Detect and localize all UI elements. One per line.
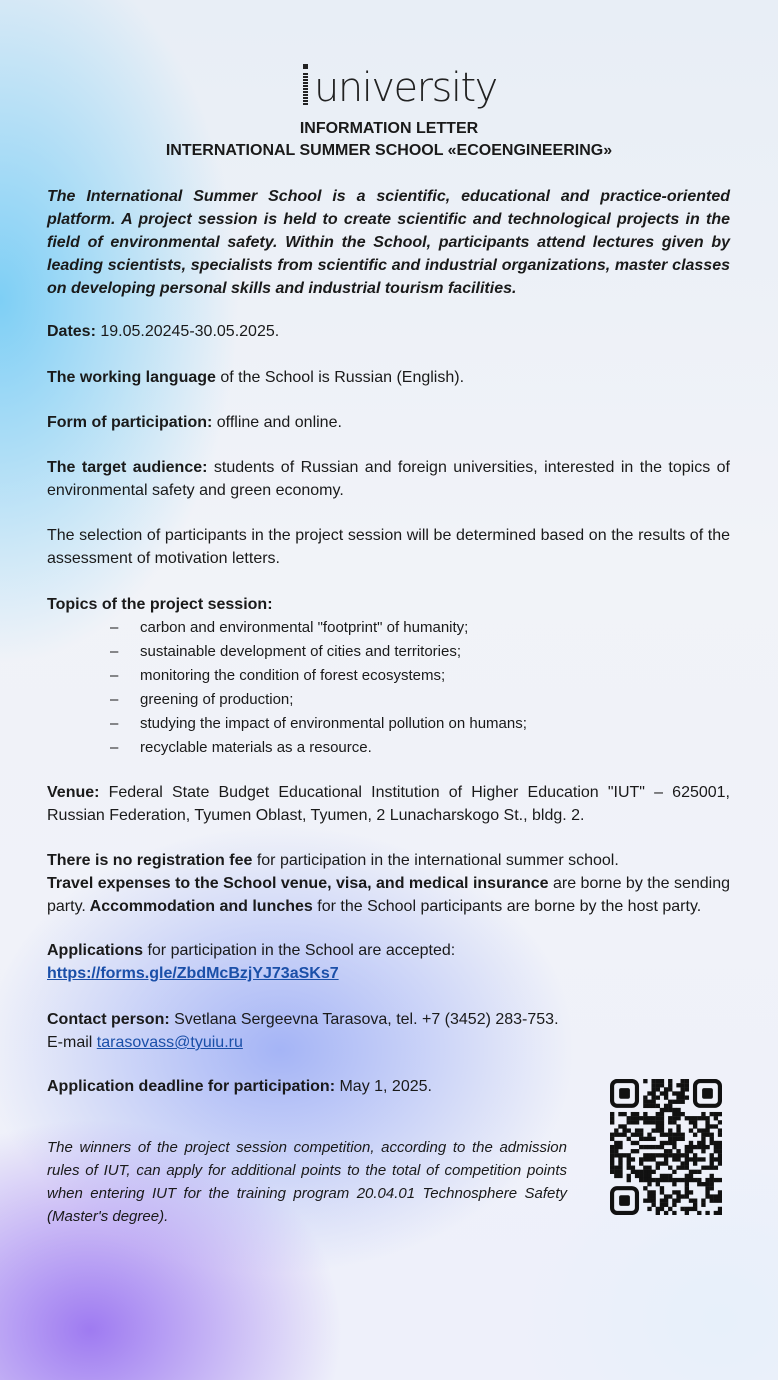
deadline-value: May 1, 2025. [335, 1078, 432, 1095]
form-label: Form of participation: [47, 414, 213, 431]
audience-label: The target audience: [47, 459, 208, 476]
language-line [47, 366, 730, 389]
audience-value: students of Russian and foreign universities, interested in the topics of environmental safety and green economy. [47, 459, 730, 499]
contact-label: Contact person: [47, 1011, 170, 1028]
venue-value: Federal State Budget Educational Institution of Higher Education "IUT" – 625001, Russian Federation, Tyumen Oblast, Tyumen, 2 Lunacharskogo St., bldg. 2. [47, 784, 730, 824]
topics-heading [47, 593, 730, 616]
language-label: The working language [47, 369, 216, 386]
list-item: – studying the impact of environmental pollution on humans; [110, 712, 527, 736]
intro-paragraph: The International Summer School is a scientific, educational and practice-oriented platform. A project session is held to create scientific and technological projects in the field of environmental safety. Within the School, participants attend lectures given by leading scientists, specialists from scientific and industrial organizations, master classes on developing personal skills and industrial tourism facilities. [47, 188, 730, 297]
topics-list [110, 616, 527, 760]
form-line [47, 411, 730, 434]
applications-label: Applications [47, 942, 144, 959]
selection-paragraph: The selection of participants in the project session will be determined based on the results of the assessment of motivation letters. [47, 527, 730, 567]
fees-paragraph [47, 849, 730, 918]
registration-fee-label: There is no registration fee [47, 852, 253, 869]
venue-paragraph [47, 781, 730, 827]
applications-value: for participation in the School are accepted: [143, 942, 456, 959]
contact-paragraph [47, 1008, 730, 1054]
list-item: – carbon and environmental "footprint" of humanity; [110, 616, 527, 640]
dates-label: Dates: [47, 323, 96, 340]
email-label: E-mail [47, 1034, 97, 1051]
applications-paragraph [47, 939, 730, 985]
dates-line [47, 320, 730, 343]
list-item: – monitoring the condition of forest ecosystems; [110, 664, 527, 688]
qr-code-icon [610, 1079, 722, 1215]
topics-label: Topics of the project session: [47, 596, 273, 613]
registration-fee-value: for participation in the international summer school. [252, 852, 619, 869]
email-link[interactable]: tarasovass@tyuiu.ru [96, 1034, 243, 1051]
language-value: of the School is Russian (English). [215, 369, 465, 386]
school-title: INTERNATIONAL SUMMER SCHOOL «ECOENGINEERING» [165, 142, 613, 159]
form-value: offline and online. [212, 414, 342, 431]
list-item: – greening of production; [110, 688, 527, 712]
logo-mark-icon [300, 64, 310, 108]
accommodation-value: for the School participants are borne by the host party. [312, 898, 702, 915]
list-item: – recyclable materials as a resource. [110, 736, 527, 760]
logo-text: university [314, 65, 497, 111]
admission-note: The winners of the project session competition, according to the admission rules of IUT, can apply for additional points to the total of competition points when entering IUT for the training program 20.04.01 Technosphere Safety (Master's degree). [47, 1139, 567, 1225]
accommodation-label: Accommodation and lunches [85, 898, 313, 915]
university-logo [300, 56, 497, 111]
list-item: – sustainable development of cities and territories; [110, 640, 527, 664]
venue-label: Venue: [47, 784, 100, 801]
contact-value: Svetlana Sergeevna Tarasova, tel. +7 (3452) 283-753. [169, 1011, 559, 1028]
travel-label: Travel expenses to the School venue, visa, and medical insurance [47, 875, 549, 892]
dates-value: 19.05.20245-30.05.2025. [95, 323, 280, 340]
deadline-label: Application deadline for participation: [47, 1078, 336, 1095]
audience-paragraph [47, 456, 730, 502]
travel-value: are borne by the sending party. [47, 875, 730, 915]
application-form-link[interactable]: https://forms.gle/ZbdMcBzjYJ73aSKs7 [47, 965, 339, 982]
letter-title: INFORMATION LETTER [299, 120, 479, 137]
